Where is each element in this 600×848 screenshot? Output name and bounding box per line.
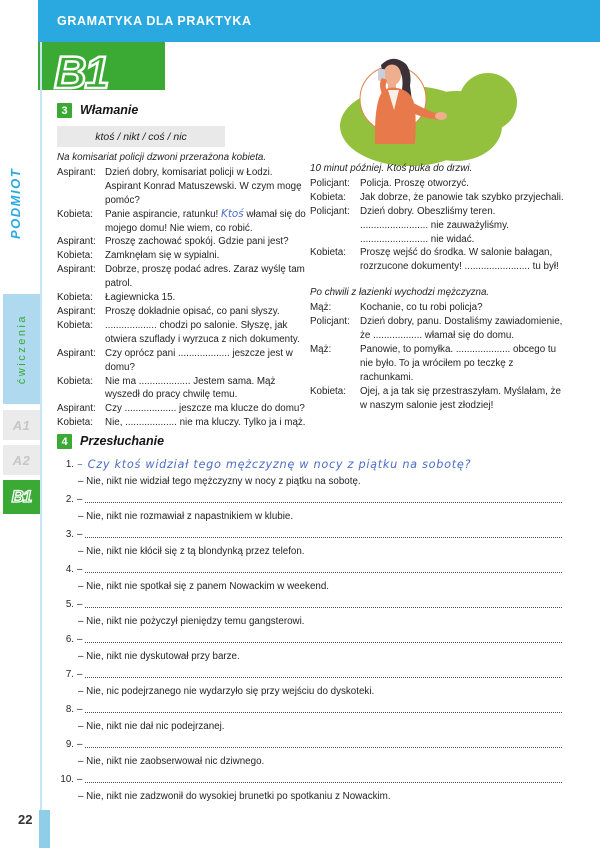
chapter-label: PODMIOT bbox=[8, 167, 23, 239]
level-tab-b1 bbox=[3, 480, 40, 514]
dialogue-text: Zamknęłam się w sypialni. bbox=[105, 250, 220, 262]
question-item bbox=[57, 631, 562, 665]
dialogue-line bbox=[310, 205, 566, 247]
dialogue-line bbox=[57, 263, 307, 291]
exercise4-title: Przesłuchanie bbox=[80, 434, 165, 448]
dialogue-line bbox=[57, 235, 307, 249]
page-number: 22 bbox=[18, 812, 33, 827]
dialogue-line bbox=[57, 305, 307, 319]
question-item bbox=[57, 596, 562, 630]
question-item bbox=[57, 736, 562, 770]
dotted-blank-line bbox=[85, 561, 562, 573]
left-rule-line bbox=[40, 42, 42, 812]
dash: – bbox=[77, 529, 83, 540]
dotted-blank-line bbox=[85, 771, 562, 783]
dialogue-column-right bbox=[310, 162, 566, 412]
dialogue-line bbox=[310, 301, 566, 315]
dialogue-text: Łagiewnicka 15. bbox=[105, 292, 176, 304]
dash: – bbox=[77, 494, 83, 505]
question-number: 5. bbox=[65, 599, 74, 610]
speaker-label: Policjant: bbox=[310, 205, 350, 217]
speaker-label: Kobieta: bbox=[57, 375, 93, 387]
question-item bbox=[57, 491, 562, 525]
speaker-label: Mąż: bbox=[310, 343, 332, 355]
dialogue-text: Proszę wejść do środka. W salonie bałagan, rozrzucone dokumenty! ........................ tu był! bbox=[360, 247, 559, 273]
speaker-label: Kobieta: bbox=[57, 319, 93, 331]
exercises-tab bbox=[3, 294, 40, 404]
dialogue-text-part: Panie aspirancie, ratunku! bbox=[105, 208, 221, 220]
dialogue-line bbox=[57, 347, 307, 375]
dotted-blank-line bbox=[85, 491, 562, 503]
dialogue-column-left bbox=[57, 151, 307, 430]
question-number: 7. bbox=[65, 669, 74, 680]
question-number: 6. bbox=[65, 634, 74, 645]
speaker-label: Kobieta: bbox=[57, 292, 93, 304]
level-tab-a1-label: A1 bbox=[12, 417, 31, 433]
book-title: GRAMATYKA DLA PRAKTYKA bbox=[57, 14, 252, 28]
footer-accent-bar bbox=[39, 810, 50, 848]
question-item bbox=[57, 526, 562, 560]
dash: – bbox=[77, 564, 83, 575]
question-item bbox=[57, 701, 562, 735]
question-number: 2. bbox=[65, 494, 74, 505]
question-number: 3. bbox=[65, 529, 74, 540]
dotted-blank-line bbox=[85, 596, 562, 608]
answer-text: – Nie, nikt nie kłócił się z tą blondynką przez telefon. bbox=[78, 546, 305, 557]
level-logo: B1 bbox=[54, 47, 108, 98]
dialogue-line bbox=[57, 402, 307, 416]
dialogue-text bbox=[105, 208, 307, 236]
dialogue-line bbox=[310, 191, 566, 205]
woman-on-phone-illustration bbox=[338, 52, 543, 177]
dialogue-line bbox=[57, 166, 307, 208]
speaker-label: Kobieta: bbox=[57, 250, 93, 262]
scene-intro: Na komisariat policji dzwoni przerażona kobieta. bbox=[57, 152, 267, 163]
header-bar bbox=[38, 0, 600, 42]
scene-intro: Po chwili z łazienki wychodzi mężczyzna. bbox=[310, 287, 490, 299]
dialogue-text: ................... chodzi po salonie. Słyszę, jak otwiera szuflady i wyrzuca z nich dokumenty. bbox=[105, 319, 300, 345]
speaker-label: Policjant: bbox=[310, 316, 350, 328]
handwritten-answer: Ktoś bbox=[221, 207, 244, 220]
dialogue-line bbox=[310, 385, 566, 413]
question-number: 10. bbox=[60, 774, 74, 785]
dialogue-text: Kochanie, co tu robi policja? bbox=[360, 302, 483, 314]
dialogue-text: Ojej, a ja tak się przestraszyłam. Myślałam, że w naszym salonie jest złodziej! bbox=[360, 385, 561, 411]
scene-intro: 10 minut później. Ktoś puka do drzwi. bbox=[310, 163, 473, 174]
speaker-label: Kobieta: bbox=[310, 247, 346, 259]
speaker-label: Kobieta: bbox=[57, 208, 93, 220]
level-tab-b1-label: B1 bbox=[11, 487, 32, 506]
question-item bbox=[57, 666, 562, 700]
dash: – bbox=[77, 774, 83, 785]
dotted-blank-line bbox=[85, 526, 562, 538]
dotted-blank-line bbox=[85, 631, 562, 643]
answer-text: – Nie, nikt nie dał nic podejrzanej. bbox=[78, 721, 225, 732]
exercises-tab-label: ćwiczenia bbox=[15, 313, 28, 385]
dialogue-text: Dzień dobry, komisariat policji w Łodzi. Aspirant Konrad Matuszewski. W czym mogę pomóc? bbox=[105, 166, 302, 206]
dash: – bbox=[77, 599, 83, 610]
dialogue-line bbox=[57, 291, 307, 305]
level-tab-a2-label: A2 bbox=[12, 452, 31, 468]
dialogue-line bbox=[57, 416, 307, 430]
question-number: 8. bbox=[65, 704, 74, 715]
speaker-label: Policjant: bbox=[310, 177, 350, 189]
speaker-label: Kobieta: bbox=[57, 417, 93, 429]
dash: – bbox=[77, 634, 83, 645]
dialogue-text: Jak dobrze, że panowie tak szybko przyjechali. bbox=[360, 191, 564, 203]
dotted-blank-line bbox=[85, 736, 562, 748]
answer-text: – Nie, nikt nie zaobserwował nic dziwnego. bbox=[78, 756, 265, 767]
dialogue-line bbox=[310, 177, 566, 191]
question-item bbox=[57, 561, 562, 595]
dialogue-text: Policja. Proszę otworzyć. bbox=[360, 177, 469, 189]
level-tab-a2 bbox=[3, 445, 40, 475]
dialogue-text: Nie, ................... nie ma kluczy. Tylko ja i mąż. bbox=[105, 417, 306, 429]
exercise4-number: 4 bbox=[57, 434, 72, 449]
dialogue-line bbox=[57, 375, 307, 403]
speaker-label: Kobieta: bbox=[310, 191, 346, 203]
speaker-label: Mąż: bbox=[310, 302, 332, 314]
dialogue-text: Nie ma ................... Jestem sama. Mąż wyszedł do pracy chwilę temu. bbox=[105, 375, 276, 401]
dialogue-line bbox=[310, 343, 566, 385]
dialogue-text-part: włamał się do mojego domu! Nie wiem, co robić. bbox=[105, 208, 306, 234]
level-tab-a1 bbox=[3, 410, 40, 440]
dotted-blank-line bbox=[85, 701, 562, 713]
answer-text: – Nie, nic podejrzanego nie wydarzyło się przy wejściu do dyskoteki. bbox=[78, 686, 375, 697]
speaker-label: Aspirant: bbox=[57, 236, 96, 248]
question-list bbox=[57, 456, 562, 806]
speaker-label: Aspirant: bbox=[57, 305, 96, 317]
dialogue-line bbox=[310, 315, 566, 343]
question-number: 9. bbox=[65, 739, 74, 750]
dialogue-text: Dzień dobry. Obeszliśmy teren. ......................... nie zauważyliśmy. ......................... nie widać. bbox=[360, 205, 509, 245]
dialogue-text: Dobrze, proszę podać adres. Zaraz wyślę tam patrol. bbox=[105, 264, 305, 290]
dash: – bbox=[77, 669, 83, 680]
question-number: 4. bbox=[65, 564, 74, 575]
dialogue-line bbox=[57, 319, 307, 347]
dialogue-text: Proszę zachować spokój. Gdzie pani jest? bbox=[105, 236, 289, 248]
exercise3-title: Włamanie bbox=[80, 103, 139, 117]
dialogue-line bbox=[310, 246, 566, 274]
dialogue-text: Dzień dobry, panu. Dostaliśmy zawiadomienie, że .................. włamał się do domu. bbox=[360, 316, 563, 341]
dash: – bbox=[77, 704, 83, 715]
speaker-label: Aspirant: bbox=[57, 166, 96, 178]
dialogue-text: Proszę dokładnie opisać, co pani słyszy. bbox=[105, 305, 280, 317]
question-number: 1. bbox=[65, 459, 74, 470]
question-item bbox=[57, 456, 562, 490]
answer-text: – Nie, nikt nie pożyczył pieniędzy temu gangsterowi. bbox=[78, 616, 305, 627]
dash: – bbox=[77, 739, 83, 750]
speaker-label: Aspirant: bbox=[57, 264, 96, 276]
question-item bbox=[57, 771, 562, 805]
dialogue-text: Czy ................... jeszcze ma klucze do domu? bbox=[105, 403, 305, 415]
dialogue-line bbox=[57, 208, 307, 236]
dialogue-text: Czy oprócz pani ................... jeszcze jest w domu? bbox=[105, 347, 293, 373]
exercise3-number: 3 bbox=[57, 103, 72, 118]
answer-text: – Nie, nikt nie rozmawiał z napastnikiem w klubie. bbox=[78, 511, 294, 522]
speaker-label: Kobieta: bbox=[310, 385, 346, 397]
dialogue-line bbox=[57, 249, 307, 263]
dialogue-text: Panowie, to pomyłka. .................... obcego tu nie było. To ja wróciłem po teczkę z rachunkami. bbox=[360, 343, 557, 383]
answer-text: – Nie, nikt nie widział tego mężczyzny w nocy z piątku na sobotę. bbox=[78, 476, 361, 487]
answer-text: – Nie, nikt nie spotkał się z panem Nowackim w weekend. bbox=[78, 581, 330, 592]
handwritten-question: – Czy ktoś widział tego mężczyznę w nocy z piątku na sobotę? bbox=[77, 458, 472, 471]
answer-text: – Nie, nikt nie zadzwonił do wysokiej brunetki po spotkaniu z Nowackim. bbox=[78, 791, 391, 802]
dotted-blank-line bbox=[85, 666, 562, 678]
answer-text: – Nie, nikt nie dyskutował przy barze. bbox=[78, 651, 240, 662]
speaker-label: Aspirant: bbox=[57, 347, 96, 359]
word-bank-box: ktoś / nikt / coś / nic bbox=[57, 126, 225, 147]
speaker-label: Aspirant: bbox=[57, 403, 96, 415]
